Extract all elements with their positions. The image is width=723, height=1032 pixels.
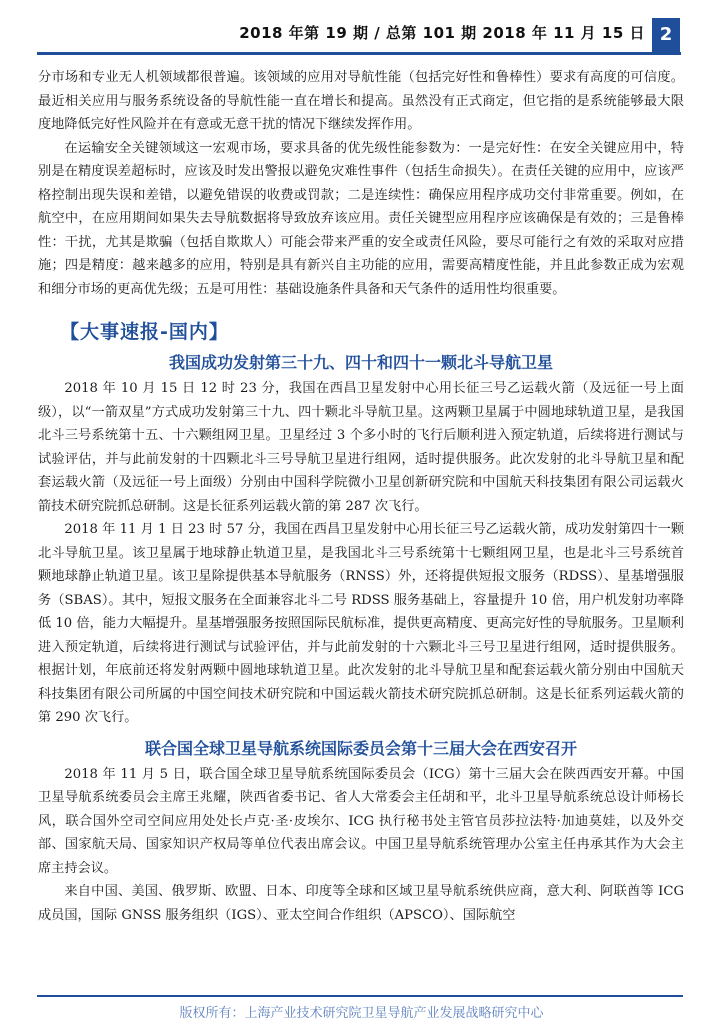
intro-paragraph-1: 分市场和专业无人机领域都很普遍。该领域的应用对导航性能（包括完好性和鲁棒性）要求有高度的可信度。最近相关应用与服务系统设备的导航性能一直在增长和提高。虽然没有正式商定，但它指的是系统能够最大限度地降低完好性风险并在有意或无意干扰的情况下继续发挥作用。 <box>38 70 684 132</box>
news-title-icg-meeting: 联合国全球卫星导航系统国际委员会第十三届大会在西安召开 <box>144 738 577 758</box>
footer-rule <box>37 995 683 997</box>
page-content <box>38 66 684 927</box>
page-header <box>0 18 723 56</box>
news-paragraph: 2018 年 11 月 1 日 23 时 57 分，我国在西昌卫星发射中心用长征三号乙运载火箭，成功发射第四十一颗北斗导航卫星。该卫星属于地球静止轨道卫星，是我国北斗三号系统第十七颗组网卫星，也是北斗三号系统首颗地球静止轨道卫星。该卫星除提供基本导航服务（RNSS）外，还将提供短报文服务（RDSS）、星基增强服务（SBAS）。其中，短报文服务在全面兼容北斗二号 RDSS 服务基础上，容量提升 10 倍，用户机发射功率降低 10 倍，能力大幅提升。星基增强服务按照国际民航标准，提供更高精度、更高完好性的导航服务。卫星顺利进入预定轨道，后续将进行测试与试验评估，并与此前发射的十六颗北斗三号卫星进行组网，适时提供服务。根据计划，年底前还将发射两颗中圆地球轨道卫星。此次发射的北斗导航卫星和配套运载火箭分别由中国航天科技集团有限公司所属的中国空间技术研究院和中国运载火箭技术研究院抓总研制。这是长征系列运载火箭的第 290 次飞行。 <box>38 522 684 725</box>
news-paragraph: 2018 年 10 月 15 日 12 时 23 分，我国在西昌卫星发射中心用长征三号乙运载火箭（及远征一号上面级），以“一箭双星”方式成功发射第三十九、四十颗北斗导航卫星。这两颗卫星属于中圆地球轨道卫星，是我国北斗三号系统第十五、十六颗组网卫星。卫星经过 3 个多小时的飞行后顺利进入预定轨道，后续将进行测试与试验评估，并与此前发射的十四颗北斗三号导航卫星进行组网，适时提供服务。此次发射的北斗导航卫星和配套运载火箭（及远征一号上面级）分别由中国科学院微小卫星创新研究院和中国航天科技集团有限公司运载火箭技术研究院抓总研制。这是长征系列运载火箭的第 287 次飞行。 <box>38 381 684 514</box>
section-heading: 【大事速报-国内】 <box>60 321 229 343</box>
footer-copyright: 版权所有：上海产业技术研究院卫星导航产业发展战略研究中心 <box>179 1006 544 1021</box>
issue-line: 2018 年第 19 期 / 总第 101 期 2018 年 11 月 15 日 <box>239 24 645 42</box>
page-number-badge: 2 <box>652 18 680 52</box>
news-paragraph: 来自中国、美国、俄罗斯、欧盟、日本、印度等全球和区域卫星导航系统供应商，意大利、阿联酋等 ICG 成员国，国际 GNSS 服务组织（IGS）、亚太空间合作组织（APSCO）、国际航空 <box>38 884 684 923</box>
news-paragraph: 2018 年 11 月 5 日，联合国全球卫星导航系统国际委员会（ICG）第十三届大会在陕西西安开幕。中国卫星导航系统委员会主席王兆耀，陕西省委书记、省人大常委会主任胡和平，北斗卫星导航系统总设计师杨长风，联合国外空司空间应用处处长卢克·圣·皮埃尔、ICG 执行秘书处主管官员莎拉法特·加迪莫娃，以及外交部、国家航天局、国家知识产权局等单位代表出席会议。中国卫星导航系统管理办公室主任冉承其作为大会主席主持会议。 <box>38 766 684 876</box>
news-title-beidou-launch: 我国成功发射第三十九、四十和四十一颗北斗导航卫星 <box>168 353 553 372</box>
header-rule <box>37 52 681 55</box>
intro-paragraph-2: 在运输安全关键领域这一宏观市场，要求具备的优先级性能参数为：一是完好性：在安全关键应用中，特别是在精度误差超标时，应该及时发出警报以避免灾难性事件（包括生命损失）。在责任关键的应用中，应该严格控制出现失误和差错，以避免错误的收费或罚款；二是连续性：确保应用程序成功交付非常重要。例如，在航空中，在应用期间如果失去导航数据将导致放弃该应用。责任关键型应用程序应该确保是有效的；三是鲁棒性：干扰，尤其是欺骗（包括自欺欺人）可能会带来严重的安全或责任风险，要尽可能行之有效的采取对应措施；四是精度：越来越多的应用，特别是具有新兴自主功能的应用，需要高精度性能，并且此参数正成为宏观和细分市场的更高优先级；五是可用性：基础设施条件具备和天气条件的适用性均很重要。 <box>38 140 684 297</box>
